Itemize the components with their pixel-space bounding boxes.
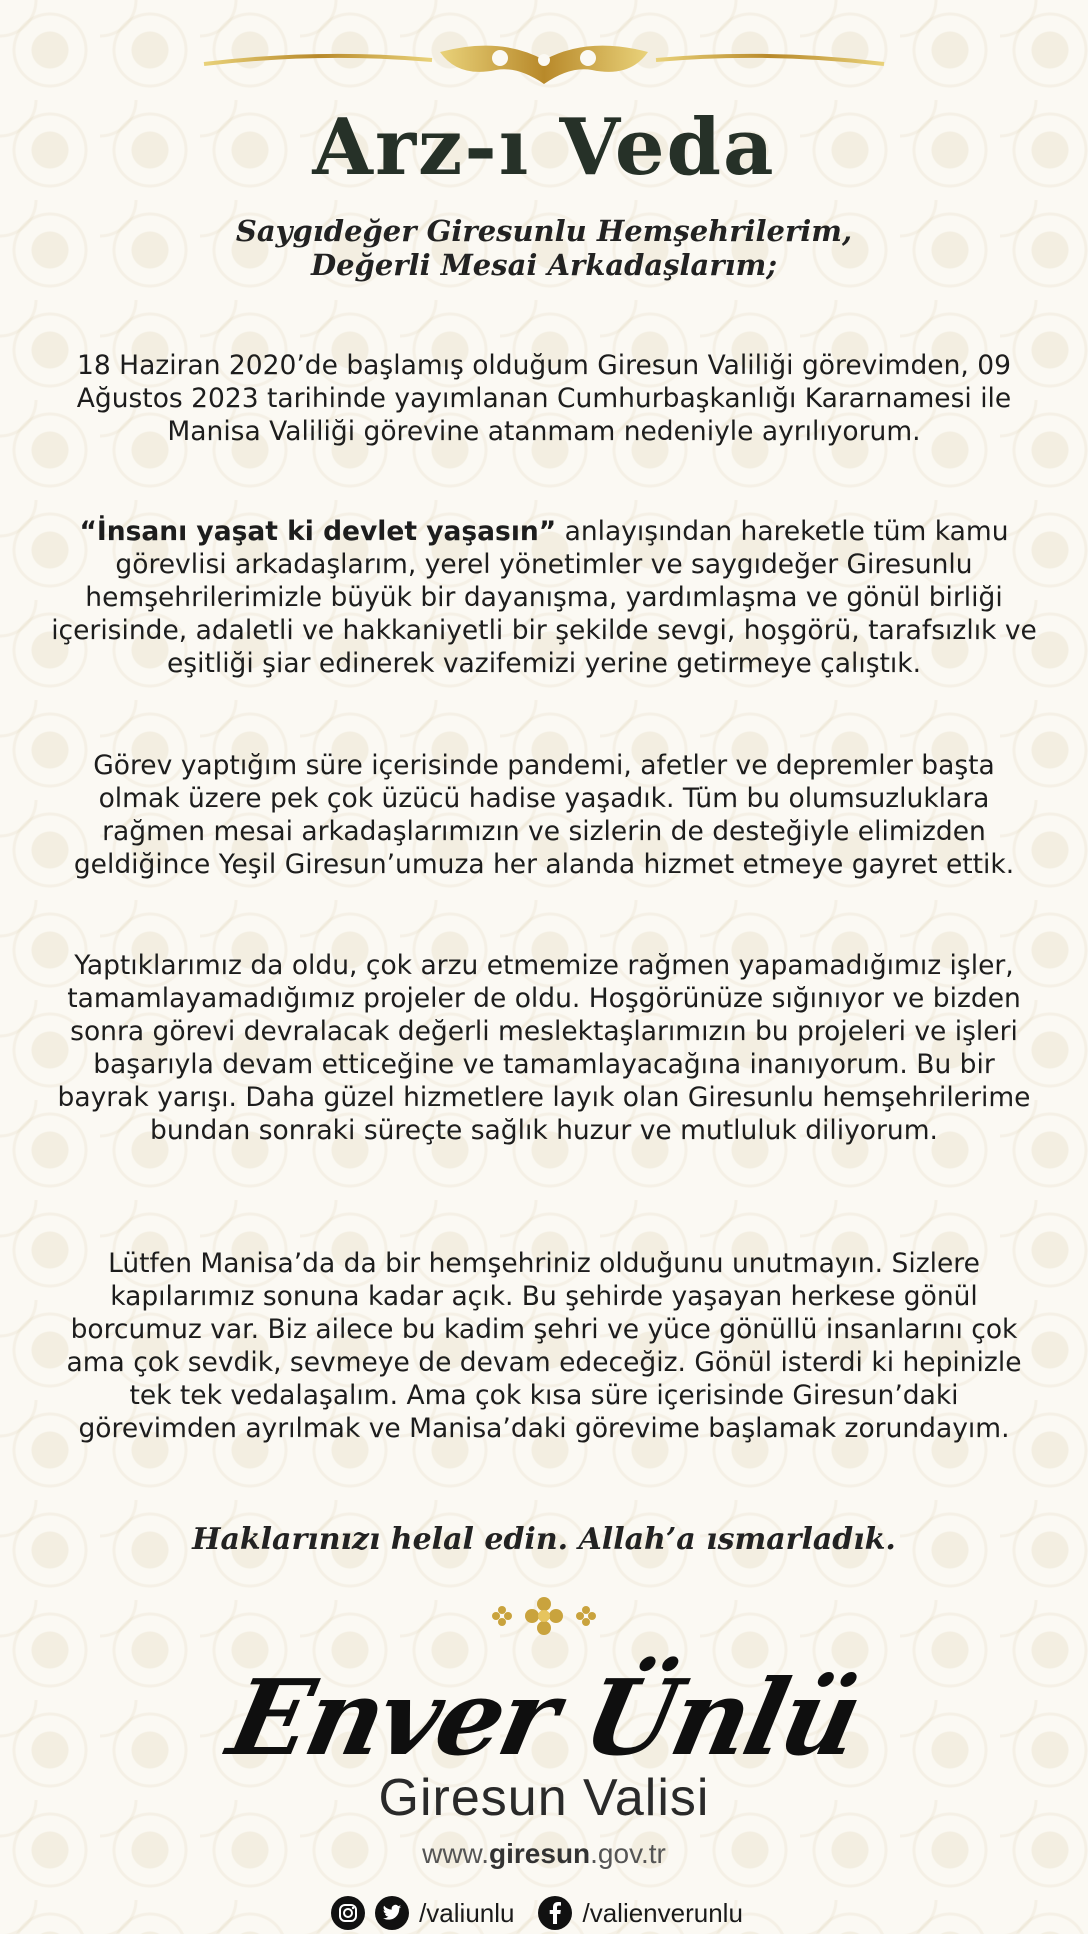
page-title: Arz-ı Veda — [312, 102, 776, 193]
facebook-icon[interactable] — [538, 1896, 572, 1930]
salutation — [0, 214, 1088, 282]
signature-title: Giresun Valisi — [378, 1769, 710, 1827]
salutation-line-2: Değerli Mesai Arkadaşlarım; — [310, 248, 778, 282]
website-domain: giresun — [489, 1838, 591, 1869]
top-gold-ornament — [200, 30, 888, 92]
instagram-icon[interactable] — [331, 1896, 365, 1930]
paragraph-appointment: 18 Haziran 2020’de başlamış olduğum Giresun Valiliği görevimden, 09 Ağustos 2023 tarihinde yayımlanan Cumhurbaşkanlığı Kararnamesi ile Manisa Valiliği görevine atanmam nedeniyle ayrılıyorum. — [76, 349, 1012, 447]
paragraph-projects: Yaptıklarımız da oldu, çok arzu etmemize rağmen yapamadığımız işler, tamamlayamadığımız projeler de oldu. Hoşgörünüze sığınıyor ve bizden sonra görevi devralacak değerli meslektaşlarımızın bu projeleri ve işleri başarıyla devam etticeğine ve tamamlayacağına inanıyorum. Bu bir bayrak yarışı. Daha güzel hizmetlere layık olan Giresunlu hemşehrilerime bundan sonraki süreçte sağlık huzur ve mutluluk diliyorum. — [57, 949, 1031, 1146]
motto-quote: “İnsanı yaşat ki devlet yaşasın” — [79, 515, 557, 547]
signature-name: Enver Ünlü — [219, 1656, 870, 1779]
salutation-line-1: Saygıdeğer Giresunlu Hemşehrilerim, — [235, 214, 853, 248]
website-link[interactable] — [0, 1838, 1088, 1870]
website-prefix: www. — [422, 1838, 490, 1869]
gold-flower-divider — [300, 1596, 788, 1636]
social-links — [0, 1896, 1088, 1930]
twitter-handle[interactable]: /valiunlu — [419, 1897, 515, 1928]
paragraph-hardships: Görev yaptığım süre içerisinde pandemi, afetler ve depremler başta olmak üzere pek çok üzücü hadise yaşadık. Tüm bu olumsuzluklara rağmen mesai arkadaşlarımızın ve sizlerin de desteğiyle elimizden geldiğince Yeşil Giresun’umuza her alanda hizmet etmeye gayret ettik. — [73, 749, 1015, 880]
paragraph-service-approach-text: anlayışından hareketle tüm kamu görevlisi arkadaşlarım, yerel yönetimler ve saygıdeğer Giresunlu hemşehrilerimizle büyük bir dayanışma, yardımlaşma ve gönül birliği içerisinde, adaletli ve hakkaniyetli bir şekilde sevgi, hoşgörü, tarafsızlık ve eşitliği şiar edinerek vazifemizi yerine getirmeye çalıştık. — [51, 515, 1037, 679]
twitter-icon[interactable] — [375, 1896, 409, 1930]
paragraph-manisa: Lütfen Manisa’da da bir hemşehriniz olduğunu unutmayın. Sizlere kapılarımız sonuna kadar açık. Bu şehirde yaşayan herkese gönül borcumuz var. Biz ailece bu kadim şehri ve yüce gönüllü insanlarını çok ama çok sevdik, sevmeye de devam edeceğiz. Gönül isterdi ki hepinizle tek tek vedalaşalım. Ama çok kısa süre içerisinde Giresun’daki görevimden ayrılmak ve Manisa’daki görevime başlamak zorundayım. — [66, 1247, 1022, 1444]
website-suffix: .gov.tr — [590, 1838, 666, 1869]
farewell-line: Haklarınızı helal edin. Allah’a ısmarladık. — [192, 1522, 896, 1557]
facebook-handle[interactable]: /valienverunlu — [582, 1897, 743, 1928]
paragraph-service-approach — [50, 515, 1038, 680]
